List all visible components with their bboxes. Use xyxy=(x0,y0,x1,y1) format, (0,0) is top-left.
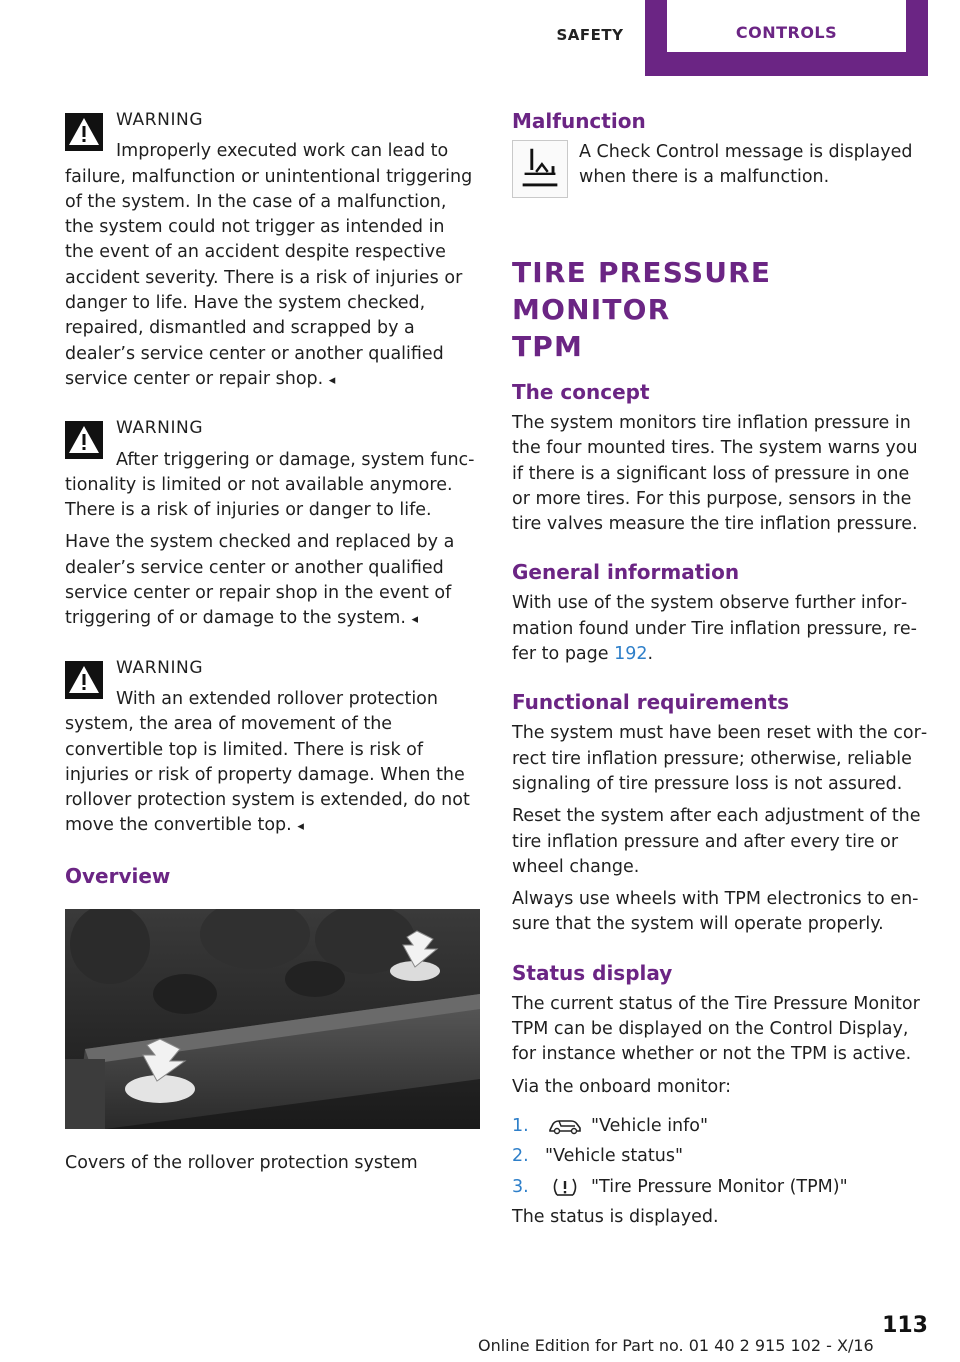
concept-text: The system monitors tire inflation pressure in the four mounted tires. The system warns you if there is a significant loss of pressure in one or more tires. For this purpose, sensors in the tire valves measure the tire inflation pressure. xyxy=(512,413,918,535)
rollover-protection-photo xyxy=(65,909,480,1129)
warning-text: Improperly executed work can lead to failure, malfunction or unintentional triggering of the system. In the case of a malfunction, the system could not trigger as intended in the event of an accident despite respective accident severity. There is a risk of injuries or danger to life. Have the system checked, repaired, dismantled and scrapped by a dealer’s service center or another qualified service center or repair shop. ◂ xyxy=(65,141,473,389)
functional-text: Always use wheels with TPM electronics to ensure that the system will operate properly. xyxy=(512,889,919,935)
status-result-text: The status is displayed. xyxy=(512,1206,719,1227)
check-control-indicator-icon xyxy=(512,140,568,198)
general-text: With use of the system observe further information found under Tire inflation pressure, refer to page 192. xyxy=(512,593,917,665)
functional-requirements-heading: Functional requirements xyxy=(512,690,790,715)
malfunction-block xyxy=(512,140,932,230)
steps-list xyxy=(512,1114,932,1200)
right-column xyxy=(512,108,932,1237)
page-reference-link[interactable]: 192 xyxy=(614,644,648,665)
warning-block-3 xyxy=(65,656,477,840)
functional-text: The system must have been reset with the correct tire inflation pressure; otherwise, reliable signaling of tire pressure loss is not assured. xyxy=(512,723,928,794)
car-icon xyxy=(547,1116,583,1136)
status-text: Via the onboard monitor: xyxy=(512,1076,731,1097)
concept-heading: The concept xyxy=(512,380,650,404)
list-item: 3. "Tire Pressure Monitor (TPM)" xyxy=(512,1176,848,1197)
overview-heading: Overview xyxy=(65,863,171,888)
functional-text: Reset the system after each adjustment of the tire inflation pressure and after every tire or wheel change. xyxy=(512,806,921,877)
status-text: The current status of the Tire Pressure Monitor TPM can be displayed on the Control Display, for instance whether or not the TPM is active. xyxy=(512,993,920,1065)
malfunction-text: A Check Control message is displayed when there is a malfunction. xyxy=(579,142,913,188)
warning-title: WARNING xyxy=(116,657,204,678)
tire-warning-icon xyxy=(547,1177,583,1197)
photo-caption: Covers of the rollover protection system xyxy=(65,1153,418,1174)
header-chapter-label: CONTROLS xyxy=(667,0,906,52)
warning-triangle-icon xyxy=(65,421,103,459)
status-display-heading: Status display xyxy=(512,960,673,985)
left-column xyxy=(65,108,477,1183)
general-heading: General information xyxy=(512,560,740,585)
warning-block-2 xyxy=(65,416,477,632)
list-item: 1. "Vehicle info" xyxy=(512,1115,709,1136)
warning-title: WARNING xyxy=(116,110,204,130)
section-title: TIRE PRESSURE MONITOR TPM xyxy=(512,256,772,363)
warning-block-1 xyxy=(65,108,477,393)
list-item: 2. "Vehicle status" xyxy=(512,1146,684,1167)
warning-text: Have the system checked and replaced by a dealer’s service center or another qualified service center or repair shop in the event of triggering of or damage to the system. ◂ xyxy=(65,532,455,629)
warning-text: After triggering or damage, system functionality is limited or not available anymore. There is a risk of injuries or danger to life. xyxy=(65,449,475,521)
header-section-label: SAFETY xyxy=(556,26,624,44)
header-chapter-tab xyxy=(645,0,928,76)
edition-footer: Online Edition for Part no. 01 40 2 915 102 - X/16 xyxy=(478,1336,874,1355)
warning-text: With an extended rollover protection system, the area of movement of the convertible top is limited. There is risk of injuries or risk of property damage. When the rollover protection system is extended, do not move the convertible top. ◂ xyxy=(65,688,470,836)
page-number: 113 xyxy=(882,1313,928,1338)
malfunction-heading: Malfunction xyxy=(512,109,646,133)
warning-triangle-icon xyxy=(65,113,103,151)
warning-triangle-icon xyxy=(65,661,103,699)
warning-title: WARNING xyxy=(116,418,204,439)
